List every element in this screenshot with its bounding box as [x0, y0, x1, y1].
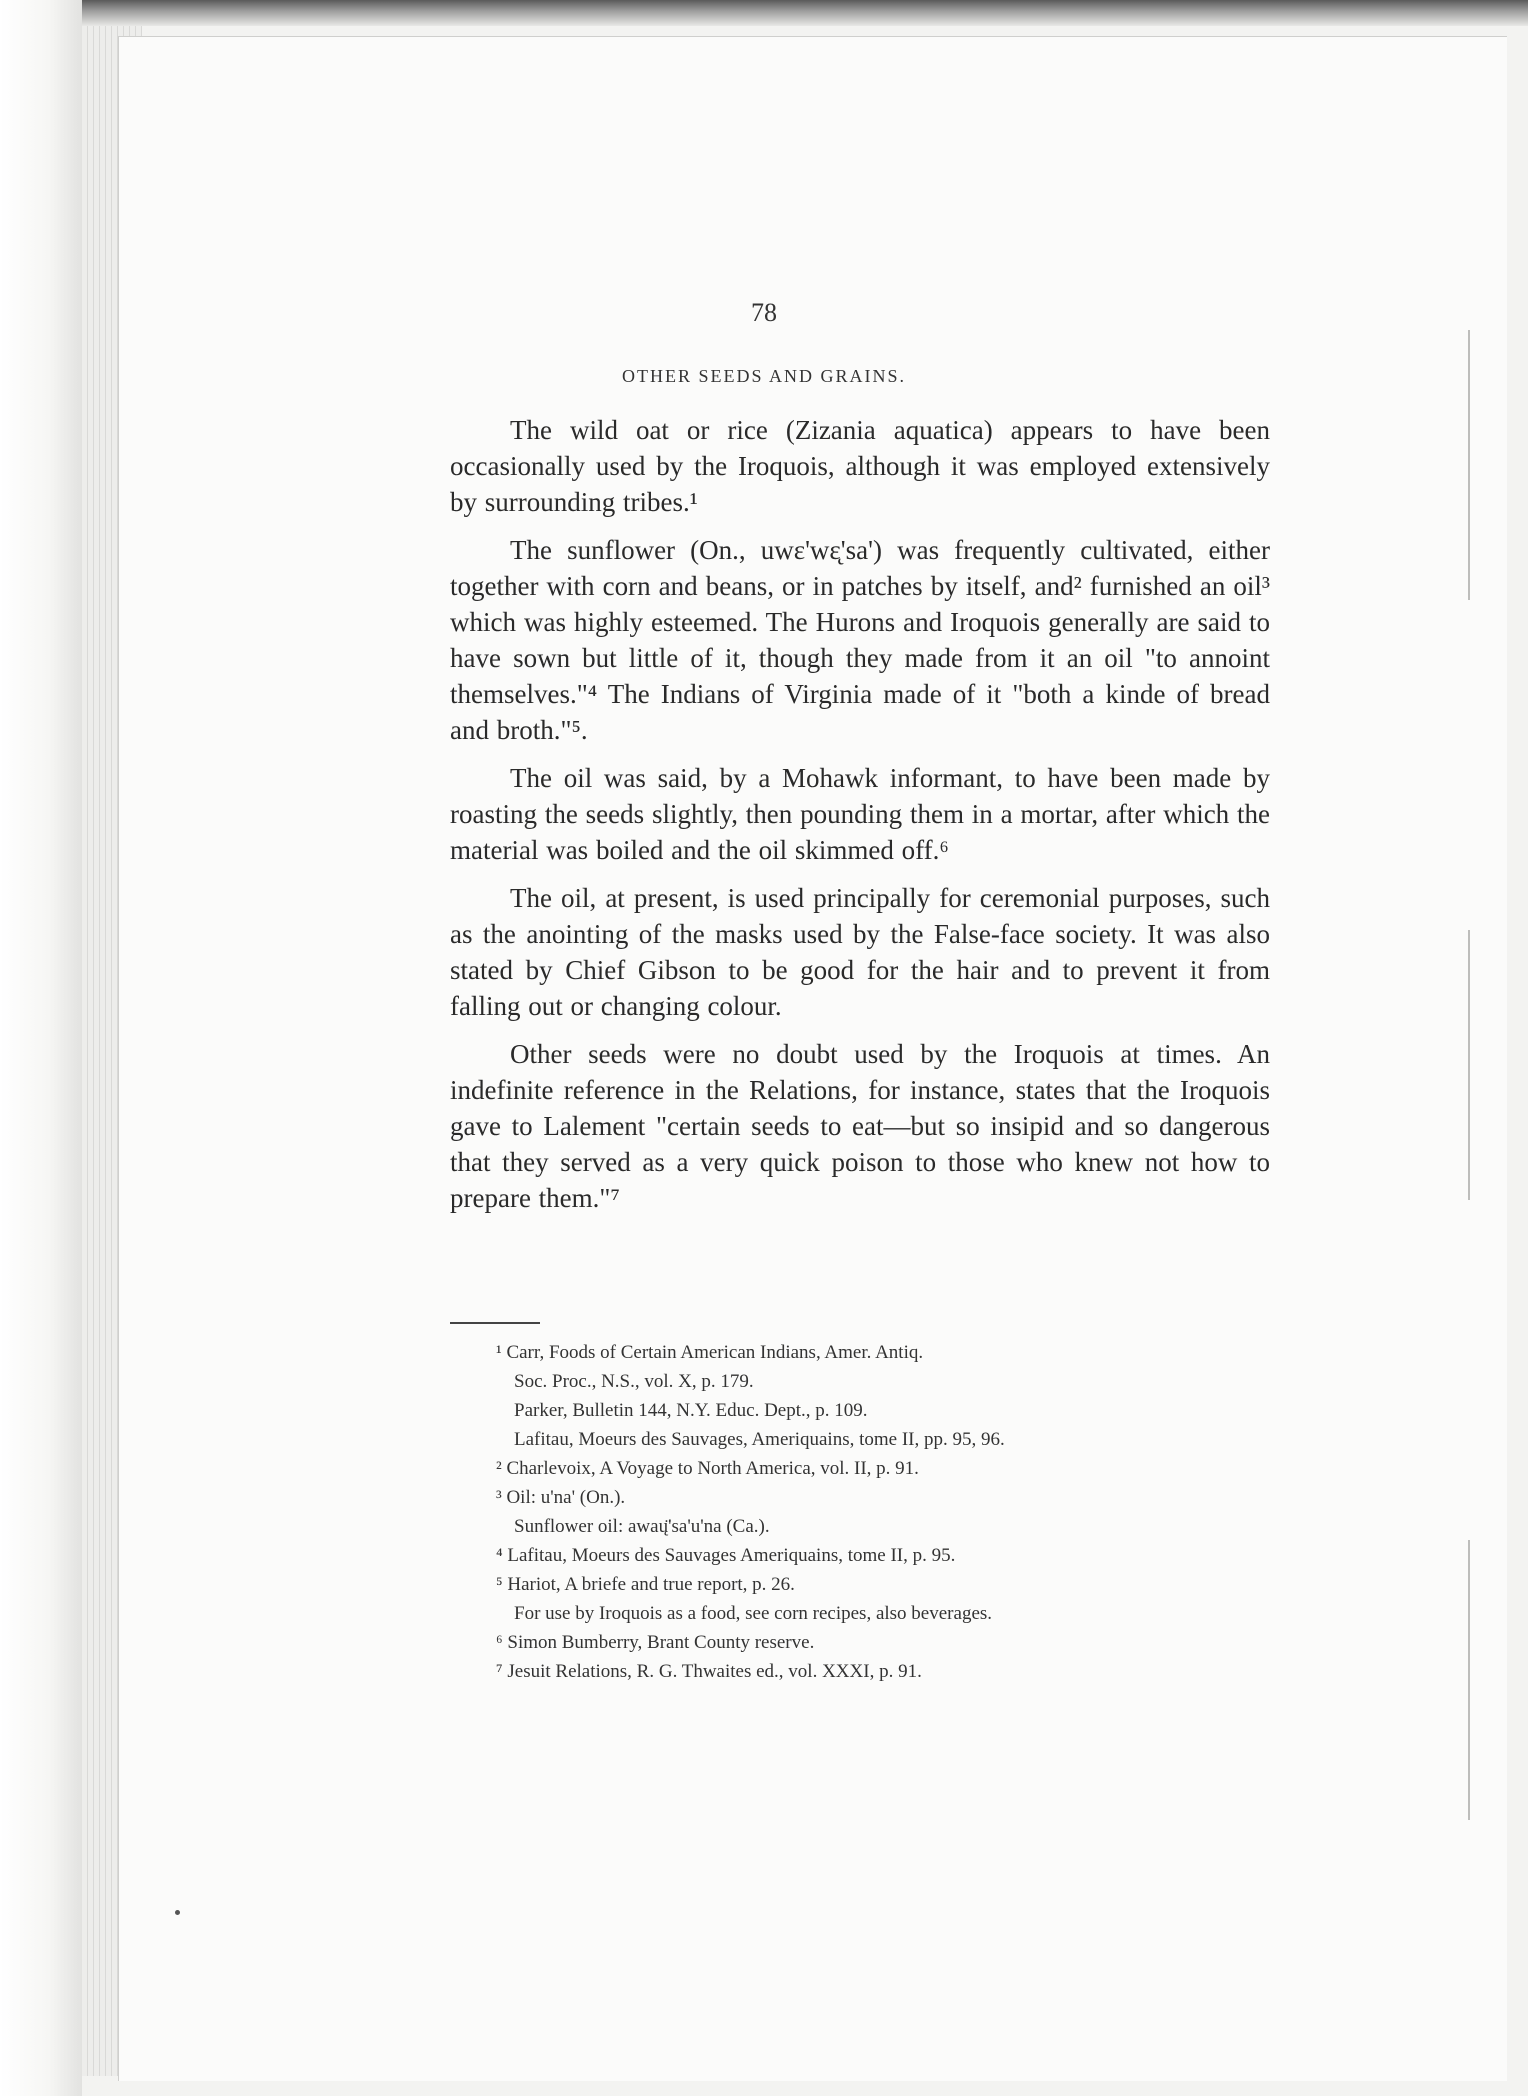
- footnote-continuation: Parker, Bulletin 144, N.Y. Educ. Dept., p. 109.: [514, 1400, 868, 1421]
- footnote-continuation: Soc. Proc., N.S., vol. X, p. 179.: [514, 1371, 754, 1392]
- footnote: ⁷ Jesuit Relations, R. G. Thwaites ed., vol. XXXI, p. 91.: [496, 1661, 922, 1682]
- scan-top-edge: [0, 0, 1528, 26]
- footnote-continuation: For use by Iroquois as a food, see corn recipes, also beverages.: [514, 1603, 993, 1624]
- footnote: ¹ Carr, Foods of Certain American Indians, Amer. Antiq.: [496, 1342, 924, 1363]
- footnote: ³ Oil: u'na' (On.).: [496, 1487, 626, 1508]
- paragraph: The oil was said, by a Mohawk informant, to have been made by roasting the seeds slightly, then pounding them in a mortar, after which the material was boiled and the oil skimmed off.⁶: [450, 763, 1270, 865]
- footnote-continuation: Lafitau, Moeurs des Sauvages, Ameriquains, tome II, pp. 95, 96.: [514, 1429, 1005, 1450]
- binding-mark: [1468, 1540, 1470, 1820]
- footnote-rule: [450, 1322, 540, 1324]
- footnote: ⁴ Lafitau, Moeurs des Sauvages Ameriquains, tome II, p. 95.: [496, 1545, 956, 1566]
- page-number: 78: [751, 298, 777, 327]
- paragraph: Other seeds were no doubt used by the Iroquois at times. An indefinite reference in the Relations, for instance, states that the Iroquois gave to Lalement "certain seeds to eat—but so insipid and so dangerous that they served as a very quick poison to those who knew not how to prepare them."⁷: [450, 1039, 1270, 1213]
- paragraph: The wild oat or rice (Zizania aquatica) appears to have been occasionally used by the Iroquois, although it was employed extensively by surrounding tribes.¹: [450, 415, 1270, 517]
- binding-mark: [1468, 930, 1470, 1200]
- paragraph: The sunflower (On., uwɛ'wɛ̨'sa') was frequently cultivated, either together with corn and beans, or in patches by itself, and² furnished an oil³ which was highly esteemed. The Hurons and Iroquois generally are said to have sown but little of it, though they made from it an oil "to annoint themselves."⁴ The Indians of Virginia made of it "both a kinde of bread and broth."⁵.: [450, 535, 1270, 745]
- body-text: [450, 412, 1270, 1228]
- footnote: ⁵ Hariot, A briefe and true report, p. 26.: [496, 1574, 795, 1595]
- scan-speck: [175, 1910, 180, 1915]
- footnote: ² Charlevoix, A Voyage to North America, vol. II, p. 91.: [496, 1458, 919, 1479]
- paragraph: The oil, at present, is used principally for ceremonial purposes, such as the anointing of the masks used by the False-face society. It was also stated by Chief Gibson to be good for the hair and to prevent it from falling out or changing colour.: [450, 883, 1270, 1021]
- footnote-continuation: Sunflower oil: awaų̈'sa'u'na (Ca.).: [514, 1516, 770, 1537]
- section-heading: OTHER SEEDS AND GRAINS.: [621, 366, 907, 386]
- footnotes: [496, 1338, 1256, 1686]
- footnote: ⁶ Simon Bumberry, Brant County reserve.: [496, 1632, 815, 1653]
